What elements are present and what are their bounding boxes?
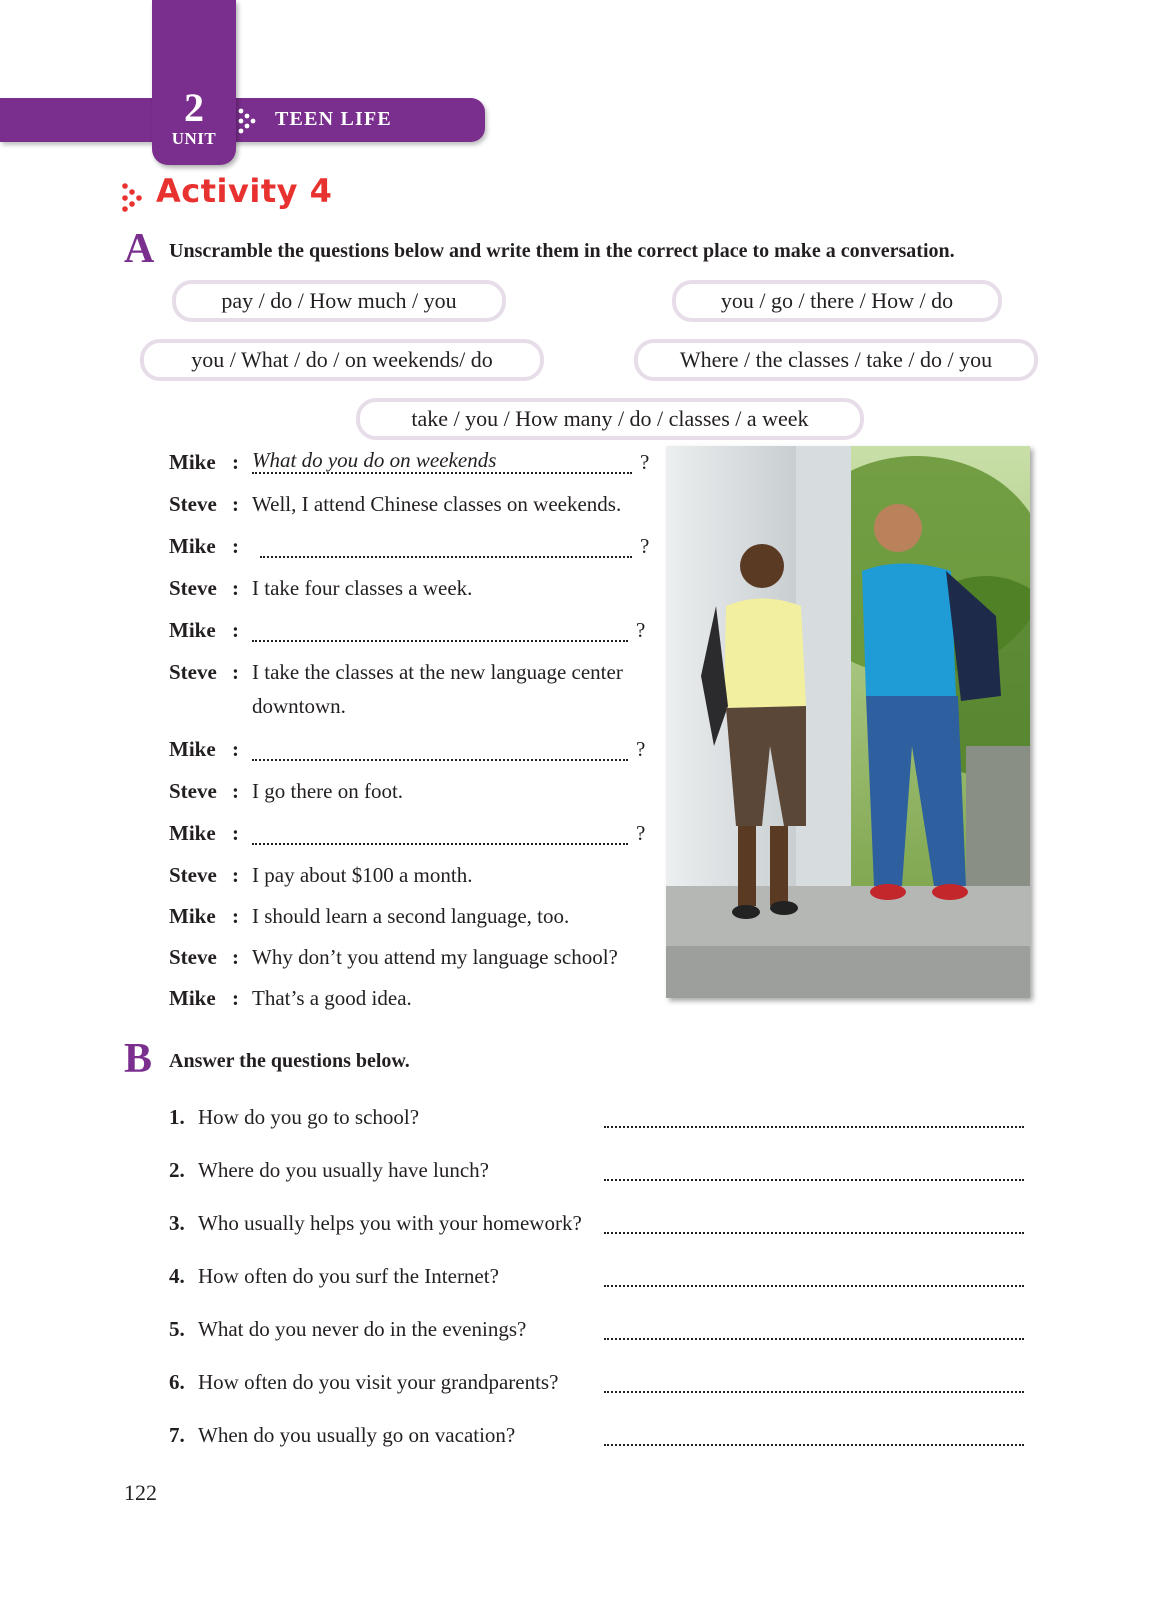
answer-blank[interactable] [252, 737, 628, 761]
question-mark: ? [640, 450, 650, 474]
section-b-instruction: Answer the questions below. [169, 1050, 410, 1072]
speaker-label: Steve [169, 576, 217, 600]
scramble-pill: Where / the classes / take / do / you [634, 339, 1038, 381]
question-number: 5. [169, 1317, 185, 1341]
question-number: 6. [169, 1370, 185, 1394]
colon: : [232, 618, 239, 642]
colon: : [232, 779, 239, 803]
section-a-instruction: Unscramble the questions below and write them in the correct place to make a conversation. [169, 240, 955, 262]
dots-icon [122, 182, 142, 212]
question-text: How do you go to school? [198, 1105, 420, 1129]
unit-label: UNIT [171, 129, 217, 148]
unit-number: 2 [184, 85, 204, 130]
colon: : [232, 904, 239, 928]
dialogue-line: I should learn a second language, too. [252, 904, 570, 928]
speaker-label: Steve [169, 660, 217, 684]
dialogue-line: I take the classes at the new language center [252, 660, 623, 684]
speaker-label: Steve [169, 779, 217, 803]
question-mark: ? [636, 618, 646, 642]
dots-icon [238, 108, 256, 134]
answer-line[interactable] [604, 1318, 1024, 1340]
colon: : [232, 576, 239, 600]
question-number: 2. [169, 1158, 185, 1182]
speaker-label: Steve [169, 863, 217, 887]
question-mark: ? [636, 737, 646, 761]
speaker-label: Steve [169, 945, 217, 969]
speaker-label: Mike [169, 986, 216, 1010]
answer-line[interactable] [604, 1159, 1024, 1181]
students-photo [666, 446, 1030, 998]
scramble-pill: pay / do / How much / you [172, 280, 506, 322]
question-text: When do you usually go on vacation? [198, 1423, 516, 1447]
sample-answer: What do you do on weekends [252, 448, 497, 472]
answer-line[interactable] [604, 1424, 1024, 1446]
speaker-label: Steve [169, 492, 217, 516]
question-text: How often do you surf the Internet? [198, 1264, 499, 1288]
colon: : [232, 534, 239, 558]
question-text: Who usually helps you with your homework? [198, 1211, 582, 1235]
activity-title: Activity 4 [156, 172, 333, 210]
section-a-letter: A [124, 226, 155, 272]
speaker-label: Mike [169, 904, 216, 928]
question-number: 4. [169, 1264, 185, 1288]
answer-blank[interactable] [252, 821, 628, 845]
dialogue-line: Well, I attend Chinese classes on weekends. [252, 492, 622, 516]
dialogue-line: I pay about $100 a month. [252, 863, 473, 887]
speaker-label: Mike [169, 737, 216, 761]
dialogue-line-continued: downtown. [252, 694, 346, 718]
speaker-label: Mike [169, 821, 216, 845]
dialogue-line: I go there on foot. [252, 779, 404, 803]
colon: : [232, 737, 239, 761]
colon: : [232, 450, 239, 474]
unit-tab [152, 0, 236, 165]
answer-line[interactable] [604, 1371, 1024, 1393]
speaker-label: Mike [169, 534, 216, 558]
question-mark: ? [640, 534, 650, 558]
answer-blank[interactable] [260, 534, 632, 558]
speaker-label: Mike [169, 450, 216, 474]
colon: : [232, 986, 239, 1010]
scramble-pill: you / go / there / How / do [672, 280, 1002, 322]
colon: : [232, 660, 239, 684]
colon: : [232, 863, 239, 887]
answer-blank[interactable] [252, 618, 628, 642]
dialogue-line: Why don’t you attend my language school? [252, 945, 618, 969]
answer-line[interactable] [604, 1265, 1024, 1287]
scramble-pill: take / you / How many / do / classes / a week [356, 398, 864, 440]
colon: : [232, 492, 239, 516]
question-number: 7. [169, 1423, 185, 1447]
question-text: What do you never do in the evenings? [198, 1317, 527, 1341]
colon: : [232, 821, 239, 845]
unit-title: TEEN LIFE [275, 108, 392, 130]
section-b-letter: B [124, 1036, 153, 1082]
answer-line[interactable] [604, 1212, 1024, 1234]
question-number: 1. [169, 1105, 185, 1129]
question-mark: ? [636, 821, 646, 845]
colon: : [232, 945, 239, 969]
page-number: 122 [124, 1480, 157, 1505]
question-text: Where do you usually have lunch? [198, 1158, 489, 1182]
answer-line[interactable] [604, 1106, 1024, 1128]
scramble-pill: you / What / do / on weekends/ do [140, 339, 544, 381]
dialogue-line: That’s a good idea. [252, 986, 412, 1010]
answer-blank[interactable] [252, 450, 632, 474]
question-text: How often do you visit your grandparents? [198, 1370, 559, 1394]
dialogue-line: I take four classes a week. [252, 576, 473, 600]
question-number: 3. [169, 1211, 185, 1235]
speaker-label: Mike [169, 618, 216, 642]
